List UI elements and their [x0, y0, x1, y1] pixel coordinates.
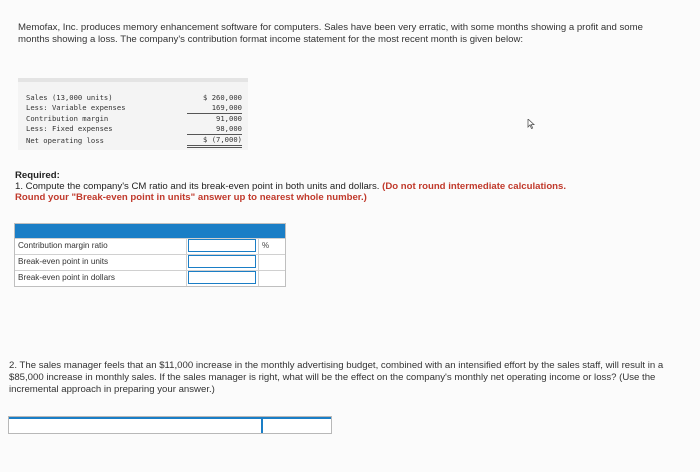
- answer-table: [14, 223, 286, 287]
- statement-label: Less: Fixed expenses: [26, 124, 113, 133]
- mouse-pointer-icon: [527, 119, 535, 129]
- statement-row-variable-expenses: [18, 102, 248, 113]
- answer-table-header: [15, 224, 285, 238]
- statement-label: Net operating loss: [26, 136, 104, 145]
- answer-row-break-even-units: [15, 254, 285, 270]
- income-statement: [18, 78, 248, 150]
- percent-unit: %: [262, 241, 270, 250]
- answer-row-label: Break-even point in dollars: [18, 273, 115, 282]
- statement-label: Contribution margin: [26, 114, 109, 123]
- required-section: [15, 170, 675, 204]
- question-2-answer-field: [8, 416, 332, 434]
- statement-amount: 91,000: [216, 114, 242, 123]
- question-2: 2. The sales manager feels that an $11,000 increase in the monthly advertising budget, combined with an intensified effort by the sales staff, will result in a $85,000 increase in monthly sales. If the sales manager is right, what will be the effect on the company's monthly net operating income or loss? (Use the incremental approach in preparing your answer.): [9, 360, 664, 395]
- statement-row-net-operating-loss: [18, 135, 248, 146]
- question-1: [15, 181, 675, 203]
- break-even-units-input[interactable]: [188, 255, 256, 268]
- statement-label: Less: Variable expenses: [26, 103, 126, 112]
- answer-row-label: Contribution margin ratio: [18, 241, 108, 250]
- question-1-note: (Do not round intermediate calculations.: [382, 181, 567, 193]
- answer-row-break-even-dollars: [15, 270, 285, 286]
- question-1-text: 1. Compute the company's CM ratio and its break-even point in both units and dollars.: [15, 181, 380, 193]
- question-2-answer-input[interactable]: [265, 419, 329, 432]
- statement-amount: 169,000: [187, 102, 242, 114]
- statement-label: Sales (13,000 units): [26, 93, 113, 102]
- statement-row-fixed-expenses: [18, 123, 248, 134]
- question-2-label-cell: [9, 417, 263, 433]
- intro-paragraph: Memofax, Inc. produces memory enhancement software for computers. Sales have been very erratic, with some months showing a profit and some months showing a loss. The company's contribution format income statement for the most recent month is given below:: [18, 22, 643, 45]
- break-even-dollars-input[interactable]: [188, 271, 256, 284]
- cm-ratio-input[interactable]: [188, 239, 256, 252]
- answer-row-label: Break-even point in units: [18, 257, 109, 266]
- statement-amount: $ 260,000: [203, 93, 242, 102]
- question-1-note-2: Round your "Break-even point in units" answer up to nearest whole number.): [15, 192, 367, 204]
- answer-row-cm-ratio: [15, 238, 285, 254]
- required-heading: Required:: [15, 170, 60, 181]
- statement-amount: $ (7,000): [187, 135, 242, 148]
- statement-amount: 98,000: [187, 123, 242, 135]
